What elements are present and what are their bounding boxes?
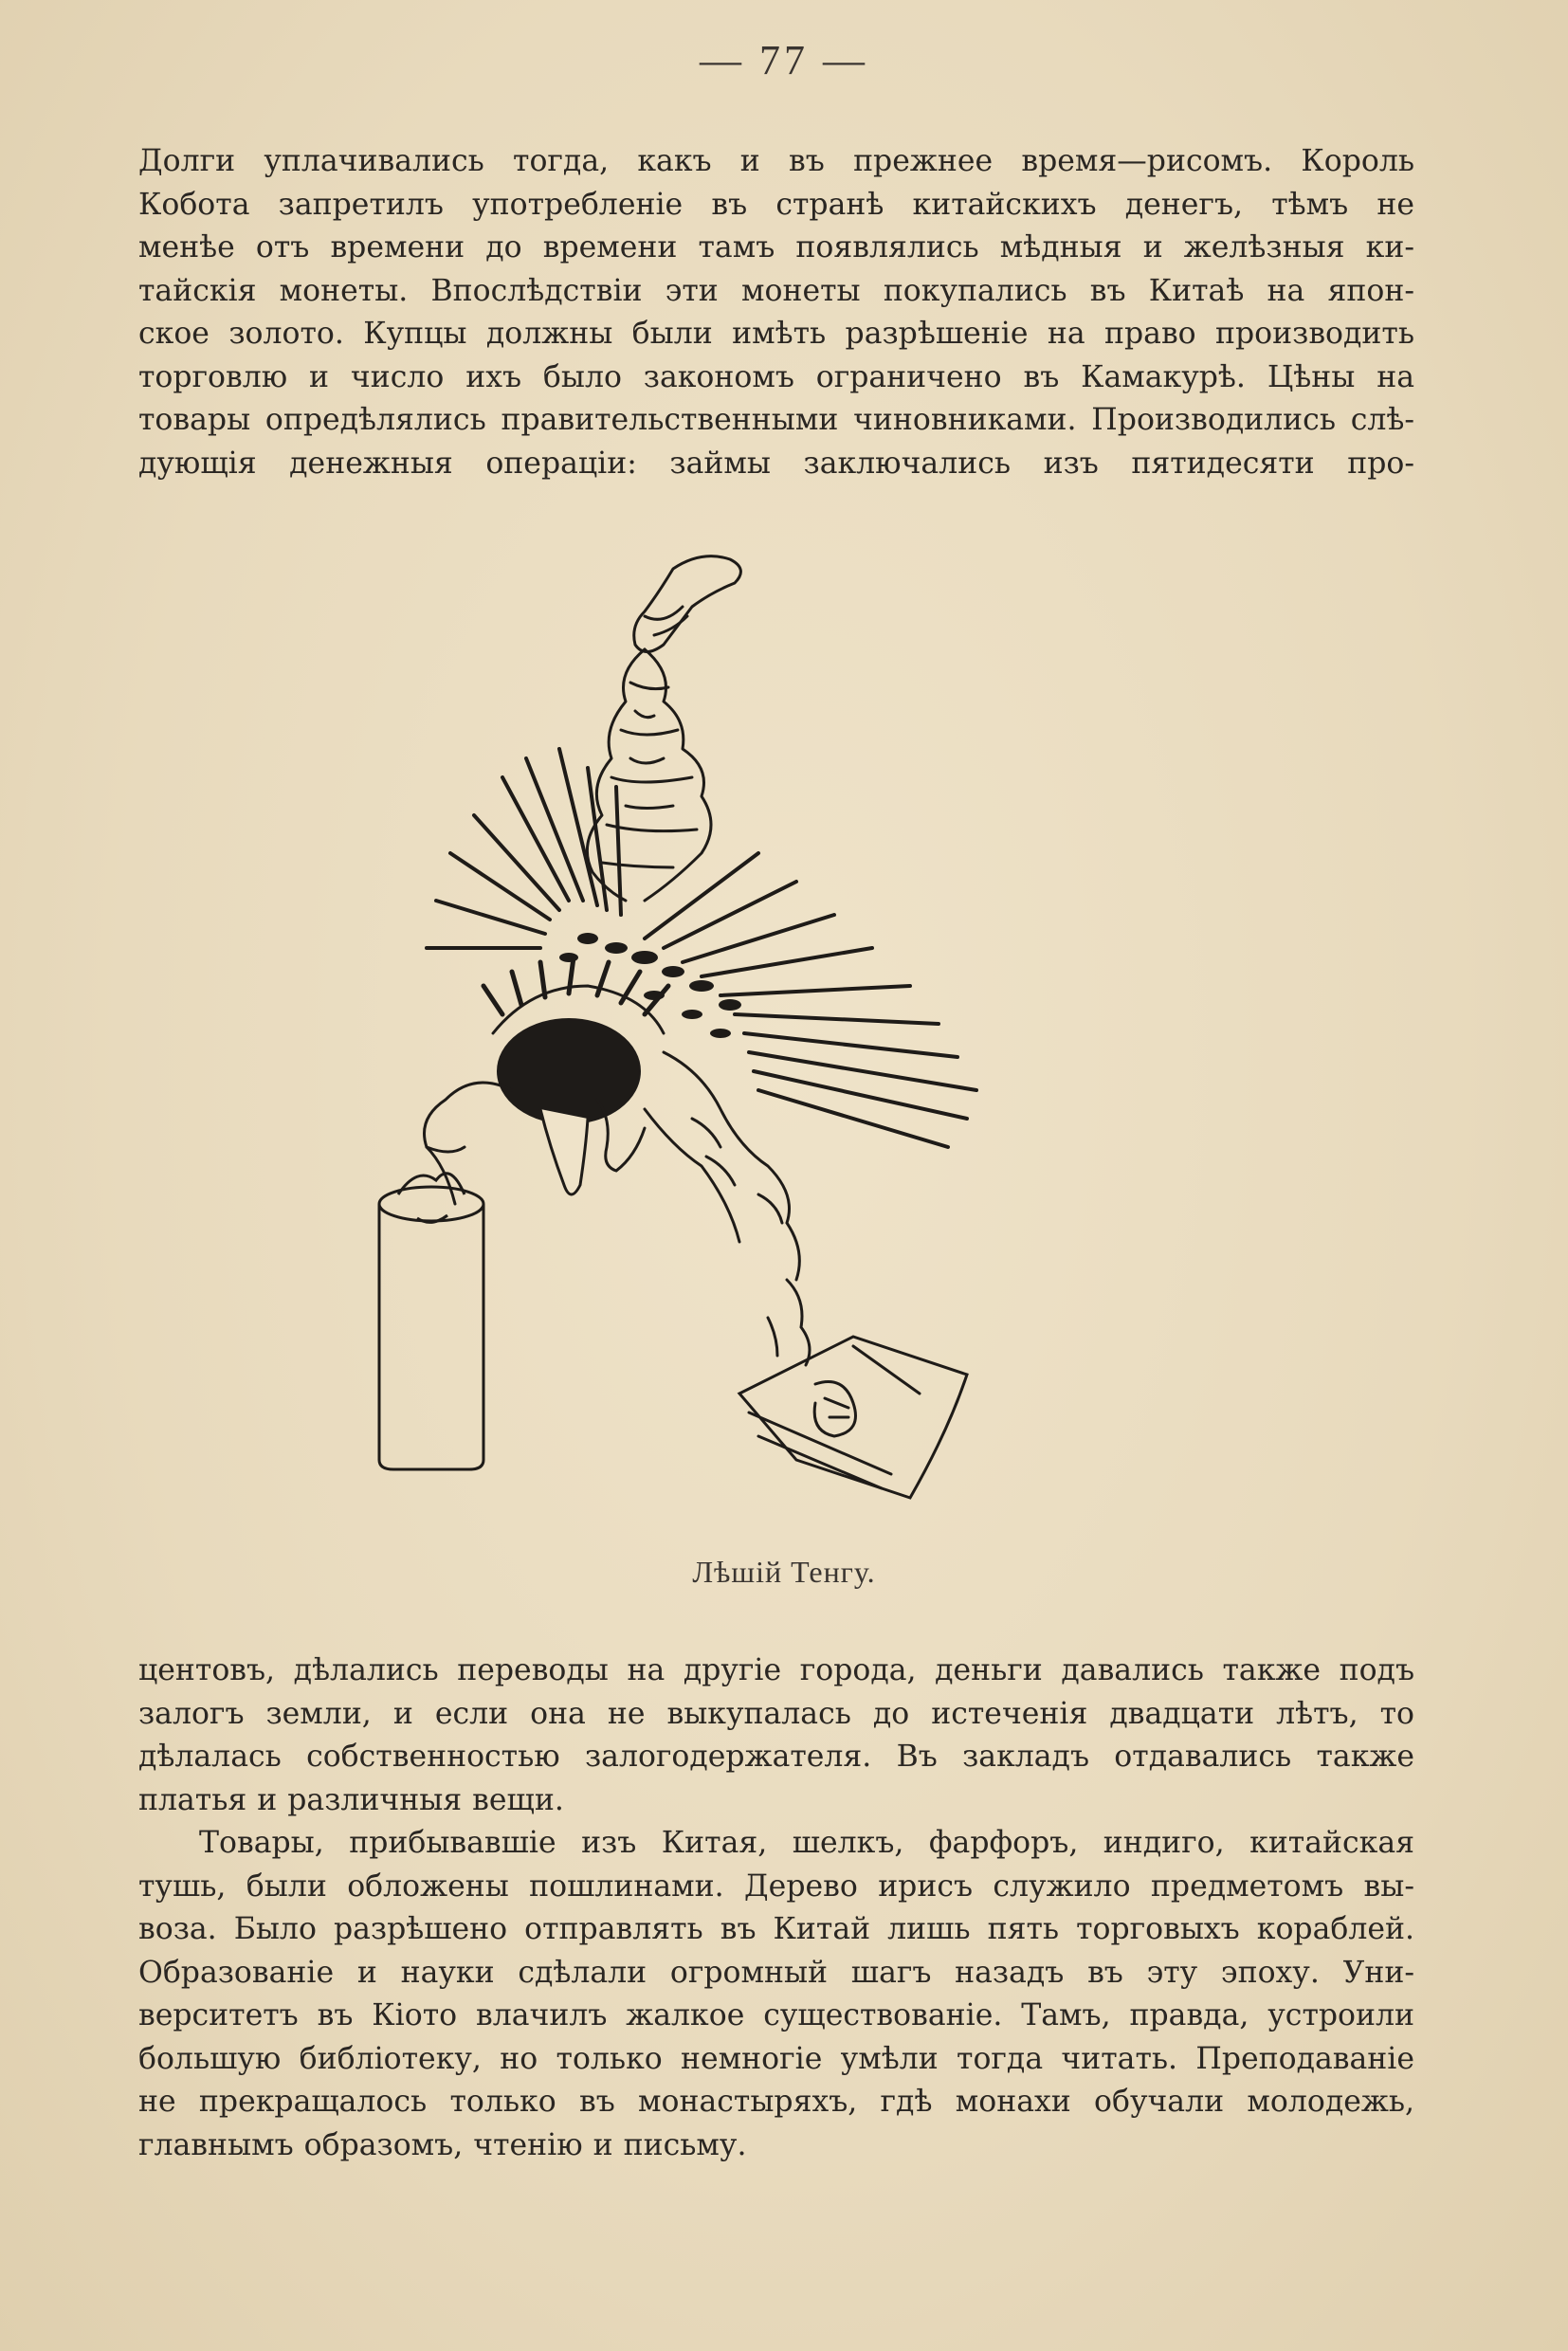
text-line: торговлю и число ихъ было закономъ ограничено въ Камакурѣ. Цѣны на (138, 359, 1414, 394)
text-line: менѣе отъ времени до времени тамъ появлялись мѣдныя и желѣзныя ки- (138, 230, 1414, 264)
figure-caption: Лѣшій Тенгу. (692, 1555, 876, 1589)
text-line: тайскія монеты. Впослѣдствіи эти монеты покупались въ Китаѣ на япон- (138, 273, 1414, 308)
text-line: дѣлалась собственностью залогодержателя. Въ закладъ отдавались также (138, 1740, 1414, 1774)
text-line: дующія денежныя операціи: займы заключались изъ пятидесяти про- (138, 446, 1414, 481)
text-line: платья и различныя вещи. (138, 1782, 564, 1817)
text-line: Образованіе и науки сдѣлали огромный шагъ назадъ въ эту эпоху. Уни- (138, 1955, 1414, 1990)
text-line: тушь, были обложены пошлинами. Дерево ирисъ служило предметомъ вы- (138, 1868, 1414, 1904)
text-line: Долги уплачивались тогда, какъ и въ прежнее время—рисомъ. Король (138, 144, 1414, 178)
paragraph (138, 140, 1414, 485)
text-line: товары опредѣлялись правительственными чиновниками. Производились слѣ- (138, 403, 1414, 437)
paragraph (138, 1649, 1414, 1822)
text-line: не прекращалось только въ монастыряхъ, гдѣ монахи обучали молодежь, (138, 2085, 1414, 2119)
tengu-illustration (360, 540, 1213, 1536)
page-number: — 77 — (700, 37, 868, 83)
text-line: Кобота запретилъ употребленіе въ странѣ китайскихъ денегъ, тѣмъ не (138, 187, 1414, 222)
text-block-bottom (138, 1649, 1414, 2167)
text-line: ское золото. Купцы должны были имѣть разрѣшеніе на право производить (138, 317, 1414, 351)
text-line: залогъ земли, и если она не выкупалась до истеченія двадцати лѣтъ, то (138, 1696, 1414, 1731)
text-line: Товары, прибывавшіе изъ Китая, шелкъ, фарфоръ, индиго, китайская (199, 1826, 1414, 1860)
text-line: воза. Было разрѣшено отправлять въ Китай лишь пять торговыхъ кораблей. (138, 1912, 1414, 1946)
text-line: большую библіотеку, но только немногіе умѣли тогда читать. Преподаваніе (138, 2041, 1414, 2076)
paragraph (138, 1822, 1414, 2167)
text-line: главнымъ образомъ, чтенію и письму. (138, 2127, 747, 2162)
text-block-top (138, 140, 1414, 485)
text-line: верситетъ въ Кіото влачилъ жалкое существованіе. Тамъ, правда, устроили (138, 1998, 1414, 2032)
text-line: центовъ, дѣлались переводы на другіе города, деньги давались также подъ (138, 1653, 1414, 1687)
